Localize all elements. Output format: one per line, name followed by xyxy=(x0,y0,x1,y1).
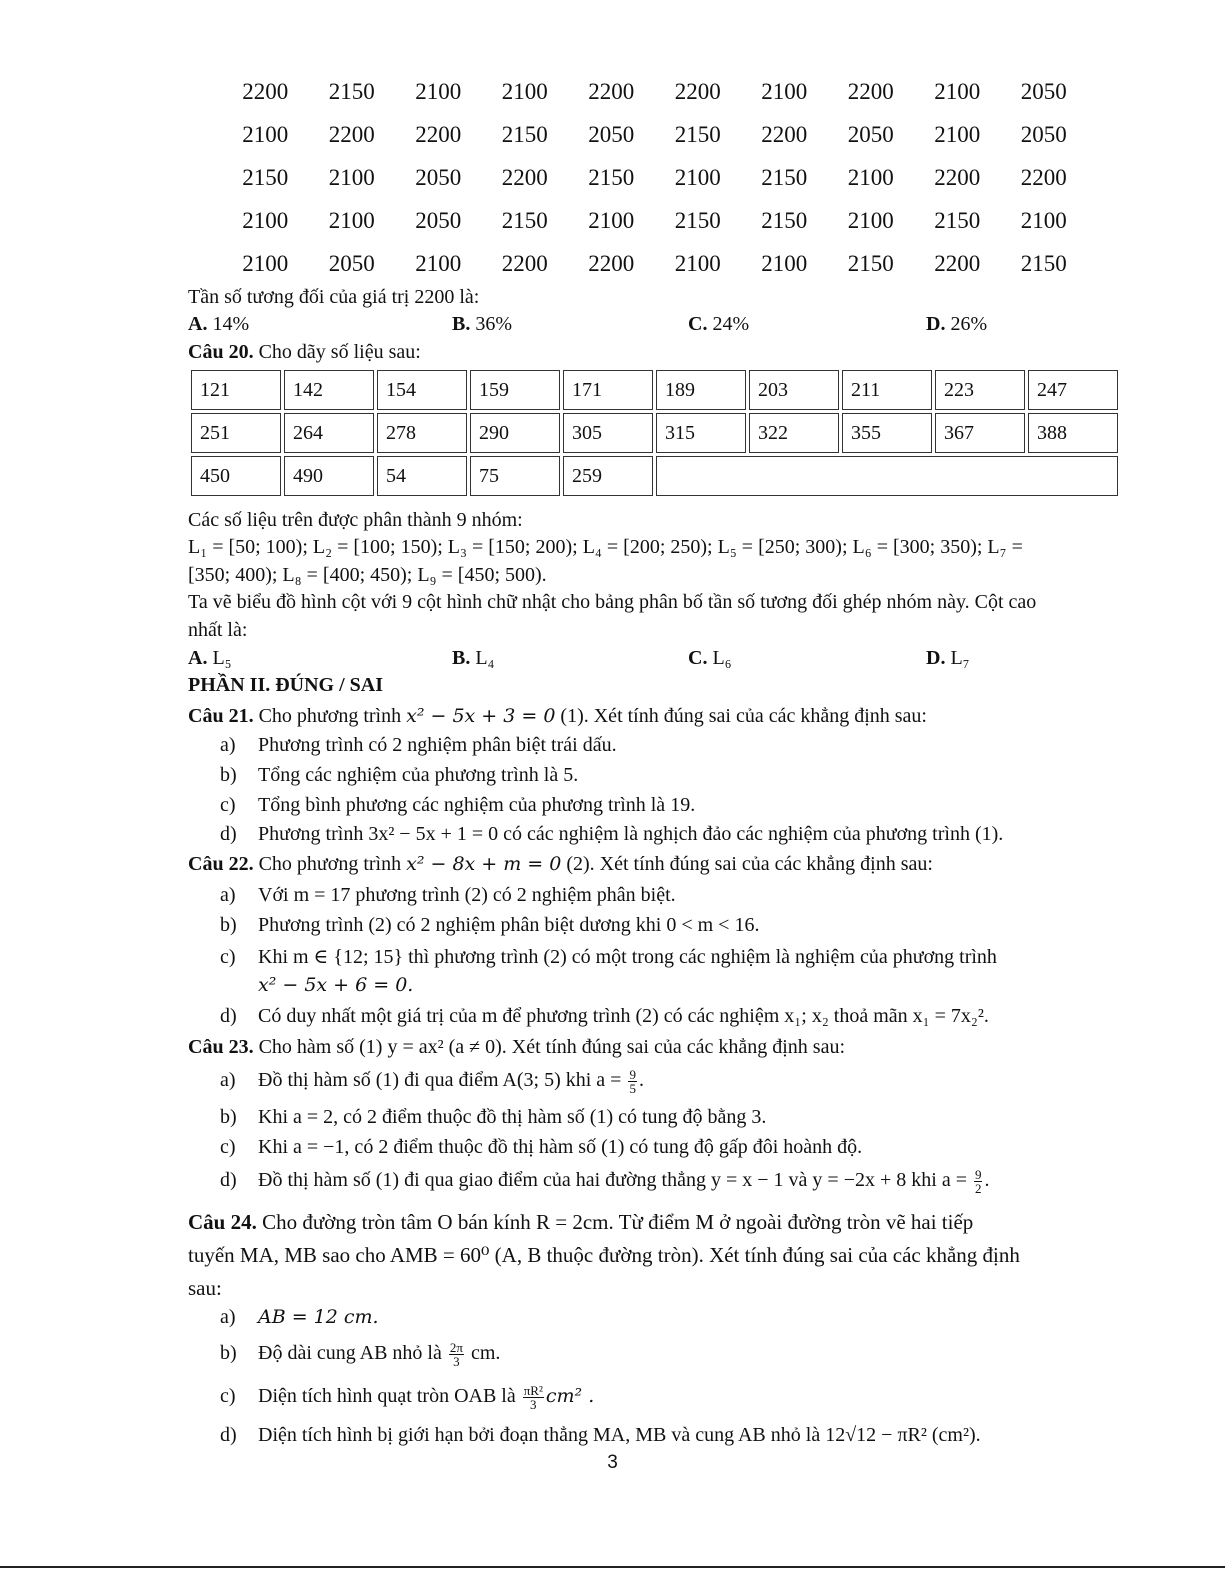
numbers-cell: 2050 xyxy=(1020,121,1067,147)
page-number: 3 xyxy=(607,1452,618,1473)
numbers-cell: 2200 xyxy=(501,164,548,190)
numbers-cell: 2100 xyxy=(328,207,375,233)
q19-option-b: B. 36% xyxy=(452,313,513,335)
q22-heading: Câu 22. Cho phương trình x² − 8x + m = 0 (2). Xét tính đúng sai của các khẳng định sau: xyxy=(188,853,933,875)
numbers-cell: 2200 xyxy=(674,78,721,104)
numbers-cell: 2200 xyxy=(934,250,981,276)
numbers-cell: 2100 xyxy=(674,164,721,190)
fraction: $\frac{\text{πR²}}{3}$ xyxy=(523,1383,543,1412)
table-cell-empty xyxy=(656,456,1118,496)
q20-data-table xyxy=(188,367,1121,499)
numbers-cell: 2150 xyxy=(588,164,635,190)
table-cell: 142 xyxy=(284,370,374,410)
table-cell: 322 xyxy=(749,413,839,453)
numbers-cell: 2100 xyxy=(847,164,894,190)
q21-item-a: a) Phương trình có 2 nghiệm phân biệt trái dấu. xyxy=(220,734,617,756)
numbers-cell: 2100 xyxy=(934,121,981,147)
q21-item-c: c) Tổng bình phương các nghiệm của phương trình là 19. xyxy=(220,794,696,816)
q23-item-c: c) Khi a = −1, có 2 điểm thuộc đồ thị hàm số (1) có tung độ gấp đôi hoành độ. xyxy=(220,1136,863,1158)
table-cell: 251 xyxy=(191,413,281,453)
numbers-row xyxy=(222,199,1087,242)
q23-item-d: d) Đồ thị hàm số (1) đi qua giao điểm của hai đường thẳng y = x − 1 và y = −2x + 8 khi a = $\frac{9}{2}$ . xyxy=(220,1167,990,1196)
numbers-cell: 2100 xyxy=(761,250,808,276)
q23-item-b: b) Khi a = 2, có 2 điểm thuộc đồ thị hàm số (1) có tung độ bằng 3. xyxy=(220,1106,767,1128)
q19-option-a: A. 14% xyxy=(188,313,250,335)
table-cell: 121 xyxy=(191,370,281,410)
table-cell: 247 xyxy=(1028,370,1118,410)
table-row xyxy=(191,456,1118,496)
table-cell: 278 xyxy=(377,413,467,453)
q24-item-b: b) Độ dài cung AB nhỏ là $\frac{2\pi}{3}$ cm. xyxy=(220,1340,501,1369)
fraction: $\frac{2\pi}{3}$ xyxy=(449,1340,463,1369)
numbers-cell: 2100 xyxy=(674,250,721,276)
table-cell: 211 xyxy=(842,370,932,410)
table-cell: 355 xyxy=(842,413,932,453)
q22-item-d: d) Có duy nhất một giá trị của m để phương trình (2) có các nghiệm x₁; x₂ thoả mãn x₁ = 7x₂². xyxy=(220,1005,989,1027)
table-cell: 223 xyxy=(935,370,1025,410)
numbers-cell: 2100 xyxy=(415,250,462,276)
q24-item-a: a) AB = 12 cm. xyxy=(220,1306,379,1328)
q22-item-c: c) Khi m ∈ {12; 15} thì phương trình (2) có một trong các nghiệm là nghiệm của phương trình xyxy=(220,946,997,968)
numbers-cell: 2100 xyxy=(1020,207,1067,233)
q20-line1: Các số liệu trên được phân thành 9 nhóm: xyxy=(188,509,523,531)
numbers-cell: 2100 xyxy=(588,207,635,233)
part2-title: PHẦN II. ĐÚNG / SAI xyxy=(188,674,384,696)
q20-option-b: B. L₄ xyxy=(452,647,495,669)
numbers-cell: 2200 xyxy=(847,78,894,104)
table-row xyxy=(191,413,1118,453)
q20-heading: Câu 20. Cho dãy số liệu sau: xyxy=(188,341,421,363)
q22-item-a: a) Với m = 17 phương trình (2) có 2 nghiệm phân biệt. xyxy=(220,884,676,906)
numbers-cell: 2150 xyxy=(934,207,981,233)
numbers-cell: 2100 xyxy=(415,78,462,104)
table-cell: 305 xyxy=(563,413,653,453)
table-cell: 388 xyxy=(1028,413,1118,453)
numbers-cell: 2150 xyxy=(674,121,721,147)
table-row xyxy=(191,370,1118,410)
numbers-cell: 2150 xyxy=(328,78,375,104)
fraction: $\frac{9}{5}$ xyxy=(629,1067,636,1096)
table-cell: 54 xyxy=(377,456,467,496)
numbers-cell: 2150 xyxy=(1020,250,1067,276)
numbers-cell: 2050 xyxy=(847,121,894,147)
bottom-divider xyxy=(0,1566,1225,1568)
numbers-cell: 2050 xyxy=(415,164,462,190)
numbers-cell: 2150 xyxy=(847,250,894,276)
q24-line1: Câu 24. Cho đường tròn tâm O bán kính R = 2cm. Từ điểm M ở ngoài đường tròn vẽ hai tiếp xyxy=(188,1210,974,1234)
table-cell: 450 xyxy=(191,456,281,496)
numbers-row xyxy=(222,70,1087,113)
numbers-cell: 2150 xyxy=(242,164,289,190)
numbers-cell: 2100 xyxy=(847,207,894,233)
numbers-cell: 2200 xyxy=(934,164,981,190)
q20-option-d: D. L₇ xyxy=(926,647,970,669)
numbers-cell: 2200 xyxy=(415,121,462,147)
table-cell: 171 xyxy=(563,370,653,410)
q24-item-d: d) Diện tích hình bị giới hạn bởi đoạn thẳng MA, MB và cung AB nhỏ là 12√12 − πR² (cm²). xyxy=(220,1424,981,1446)
q20-option-c: C. L₆ xyxy=(688,647,732,669)
table-cell: 367 xyxy=(935,413,1025,453)
q24-line3: sau: xyxy=(188,1276,222,1300)
table-cell: 189 xyxy=(656,370,746,410)
numbers-cell: 2150 xyxy=(761,207,808,233)
numbers-cell: 2050 xyxy=(328,250,375,276)
numbers-cell: 2150 xyxy=(501,207,548,233)
table-cell: 259 xyxy=(563,456,653,496)
q19-option-d: D. 26% xyxy=(926,313,988,335)
numbers-cell: 2050 xyxy=(588,121,635,147)
table-cell: 490 xyxy=(284,456,374,496)
q19-prompt: Tần số tương đối của giá trị 2200 là: xyxy=(188,286,480,308)
table-cell: 315 xyxy=(656,413,746,453)
q20-line5: nhất là: xyxy=(188,619,248,641)
q24-item-c: c) Diện tích hình quạt tròn OAB là $\frac{\text{πR²}}{3}$ cm² . xyxy=(220,1383,595,1412)
numbers-cell: 2150 xyxy=(501,121,548,147)
numbers-cell: 2200 xyxy=(242,78,289,104)
numbers-cell: 2200 xyxy=(501,250,548,276)
table-cell: 154 xyxy=(377,370,467,410)
fraction: $\frac{9}{2}$ xyxy=(974,1167,982,1196)
numbers-cell: 2200 xyxy=(328,121,375,147)
numbers-cell: 2050 xyxy=(1020,78,1067,104)
numbers-cell: 2100 xyxy=(761,78,808,104)
q21-item-b: b) Tổng các nghiệm của phương trình là 5. xyxy=(220,764,579,786)
q21-heading: Câu 21. Cho phương trình x² − 5x + 3 = 0 (1). Xét tính đúng sai của các khẳng định sau: xyxy=(188,705,927,727)
numbers-cell: 2200 xyxy=(588,250,635,276)
table-cell: 290 xyxy=(470,413,560,453)
q23-item-a: a) Đồ thị hàm số (1) đi qua điểm A(3; 5) khi a = $\frac{9}{5}$ . xyxy=(220,1067,644,1096)
table-cell: 75 xyxy=(470,456,560,496)
q19-option-c: C. 24% xyxy=(688,313,750,335)
numbers-cell: 2200 xyxy=(1020,164,1067,190)
q20-line3: [350; 400); L₈ = [400; 450); L₉ = [450; 500). xyxy=(188,564,547,586)
numbers-cell: 2100 xyxy=(934,78,981,104)
q20-line2: L₁ = [50; 100); L₂ = [100; 150); L₃ = [150; 200); L₄ = [200; 250); L₅ = [250; 300); L₆ = [300; 350); L₇ = xyxy=(188,536,1023,558)
numbers-row xyxy=(222,156,1087,199)
table-cell: 264 xyxy=(284,413,374,453)
numbers-table xyxy=(222,70,1087,285)
numbers-cell: 2200 xyxy=(761,121,808,147)
numbers-cell: 2100 xyxy=(501,78,548,104)
numbers-cell: 2150 xyxy=(761,164,808,190)
q22-item-c-cont: x² − 5x + 6 = 0. xyxy=(258,974,414,996)
numbers-cell: 2200 xyxy=(588,78,635,104)
numbers-cell: 2100 xyxy=(242,250,289,276)
numbers-cell: 2100 xyxy=(242,121,289,147)
numbers-cell: 2100 xyxy=(328,164,375,190)
table-cell: 203 xyxy=(749,370,839,410)
q21-item-d: d) Phương trình 3x² − 5x + 1 = 0 có các nghiệm là nghịch đảo các nghiệm của phương trình (1). xyxy=(220,823,1004,845)
numbers-row xyxy=(222,242,1087,285)
table-cell: 159 xyxy=(470,370,560,410)
numbers-cell: 2050 xyxy=(415,207,462,233)
numbers-cell: 2150 xyxy=(674,207,721,233)
q22-item-b: b) Phương trình (2) có 2 nghiệm phân biệt dương khi 0 < m < 16. xyxy=(220,914,760,936)
numbers-cell: 2100 xyxy=(242,207,289,233)
q24-line2: tuyến MA, MB sao cho AMB = 60⁰ (A, B thuộc đường tròn). Xét tính đúng sai của các khẳng định xyxy=(188,1243,1020,1267)
q20-option-a: A. L₅ xyxy=(188,647,232,669)
numbers-row xyxy=(222,113,1087,156)
q20-line4: Ta vẽ biểu đồ hình cột với 9 cột hình chữ nhật cho bảng phân bố tần số tương đối ghép nhóm này. Cột cao xyxy=(188,591,1037,613)
q23-heading: Câu 23. Cho hàm số (1) y = ax² (a ≠ 0). Xét tính đúng sai của các khẳng định sau: xyxy=(188,1036,846,1058)
